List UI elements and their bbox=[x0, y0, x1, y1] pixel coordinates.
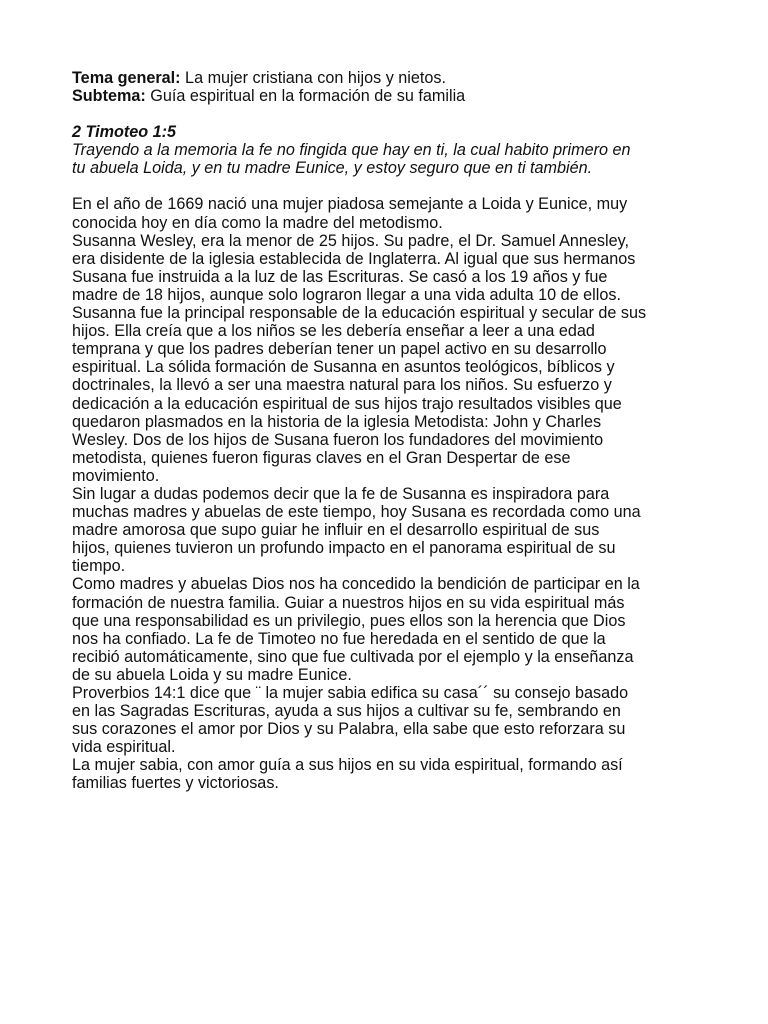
body-line: Como madres y abuelas Dios nos ha concedido la bendición de participar en la bbox=[72, 575, 640, 594]
scripture-verse-line: Trayendo a la memoria la fe no fingida que hay en ti, la cual habito primero en bbox=[72, 141, 631, 160]
scripture-verse-line: tu abuela Loida, y en tu madre Eunice, y estoy seguro que en ti también. bbox=[72, 159, 593, 178]
subtema-value: Guía espiritual en la formación de su familia bbox=[145, 87, 466, 106]
body-line: madre amorosa que supo guiar he influir en el desarrollo espiritual de sus bbox=[72, 521, 600, 540]
body-line: Sin lugar a dudas podemos decir que la fe de Susanna es inspiradora para bbox=[72, 484, 610, 503]
body-line: dedicación a la educación espiritual de sus hijos trajo resultados visibles que bbox=[72, 394, 622, 413]
body-line: Proverbios 14:1 dice que ¨ la mujer sabia edifica su casa´´ su consejo basado bbox=[72, 684, 629, 702]
body-line: nos ha confiado. La fe de Timoteo no fue heredada en el sentido de que la bbox=[72, 629, 606, 648]
body-line: movimiento. bbox=[72, 466, 160, 485]
body-line: que una responsabilidad es un privilegio, pues ellos son la herencia que Dios bbox=[72, 611, 626, 630]
body-line: en las Sagradas Escrituras, ayuda a sus hijos a cultivar su fe, sembrando en bbox=[72, 702, 621, 721]
body-line: formación de nuestra familia. Guiar a nuestros hijos en su vida espiritual más bbox=[72, 593, 625, 612]
body-line: espiritual. La sólida formación de Susanna en asuntos teológicos, bíblicos y bbox=[72, 358, 615, 377]
body-line: doctrinales, la llevó a ser una maestra natural para los niños. Su esfuerzo y bbox=[72, 376, 612, 395]
body-line: metodista, quienes fueron figuras claves en el Gran Despertar de ese bbox=[72, 448, 571, 467]
body-text bbox=[72, 195, 702, 792]
body-line: era disidente de la iglesia establecida de Inglaterra. Al igual que sus hermanos bbox=[72, 249, 636, 268]
body-line: de su abuela Loida y su madre Eunice. bbox=[72, 665, 352, 684]
scripture-reference: 2 Timoteo 1:5 bbox=[72, 123, 177, 142]
body-line: temprana y que los padres deberían tener un papel activo en su desarrollo bbox=[72, 340, 607, 359]
tema-line bbox=[72, 69, 702, 87]
body-line: familias fuertes y victoriosas. bbox=[72, 774, 279, 793]
body-line: Susanna fue la principal responsable de la educación espiritual y secular de sus bbox=[72, 304, 647, 323]
subtema-line bbox=[72, 87, 702, 105]
body-line: Wesley. Dos de los hijos de Susana fueron los fundadores del movimiento bbox=[72, 430, 604, 449]
body-line: quedaron plasmados en la historia de la iglesia Metodista: John y Charles bbox=[72, 412, 602, 431]
body-line: hijos. Ella creía que a los niños se les debería enseñar a leer a una edad bbox=[72, 322, 595, 341]
body-line: hijos, quienes tuvieron un profundo impacto en el panorama espiritual de su bbox=[72, 539, 616, 558]
document-page bbox=[72, 69, 702, 793]
tema-value: La mujer cristiana con hijos y nietos. bbox=[180, 69, 446, 87]
body-line: recibió automáticamente, sino que fue cultivada por el ejemplo y la enseñanza bbox=[72, 647, 634, 666]
body-line: Susana fue instruida a la luz de las Escrituras. Se casó a los 19 años y fue bbox=[72, 267, 608, 286]
body-line: La mujer sabia, con amor guía a sus hijos en su vida espiritual, formando así bbox=[72, 756, 623, 775]
body-line: madre de 18 hijos, aunque solo lograron llegar a una vida adulta 10 de ellos. bbox=[72, 285, 621, 304]
body-line: Susanna Wesley, era la menor de 25 hijos. Su padre, el Dr. Samuel Annesley, bbox=[72, 231, 629, 250]
subtema-label: Subtema: bbox=[72, 87, 146, 106]
body-line: muchas madres y abuelas de este tiempo, hoy Susana es recordada como una bbox=[72, 503, 641, 522]
body-line: sus corazones el amor por Dios y su Palabra, ella sabe que esto reforzara su bbox=[72, 720, 626, 739]
body-line: vida espiritual. bbox=[72, 738, 176, 757]
tema-label: Tema general: bbox=[72, 69, 181, 87]
body-line: conocida hoy en día como la madre del metodismo. bbox=[72, 213, 443, 232]
body-line: En el año de 1669 nació una mujer piadosa semejante a Loida y Eunice, muy bbox=[72, 195, 628, 214]
body-line: tiempo. bbox=[72, 557, 126, 576]
